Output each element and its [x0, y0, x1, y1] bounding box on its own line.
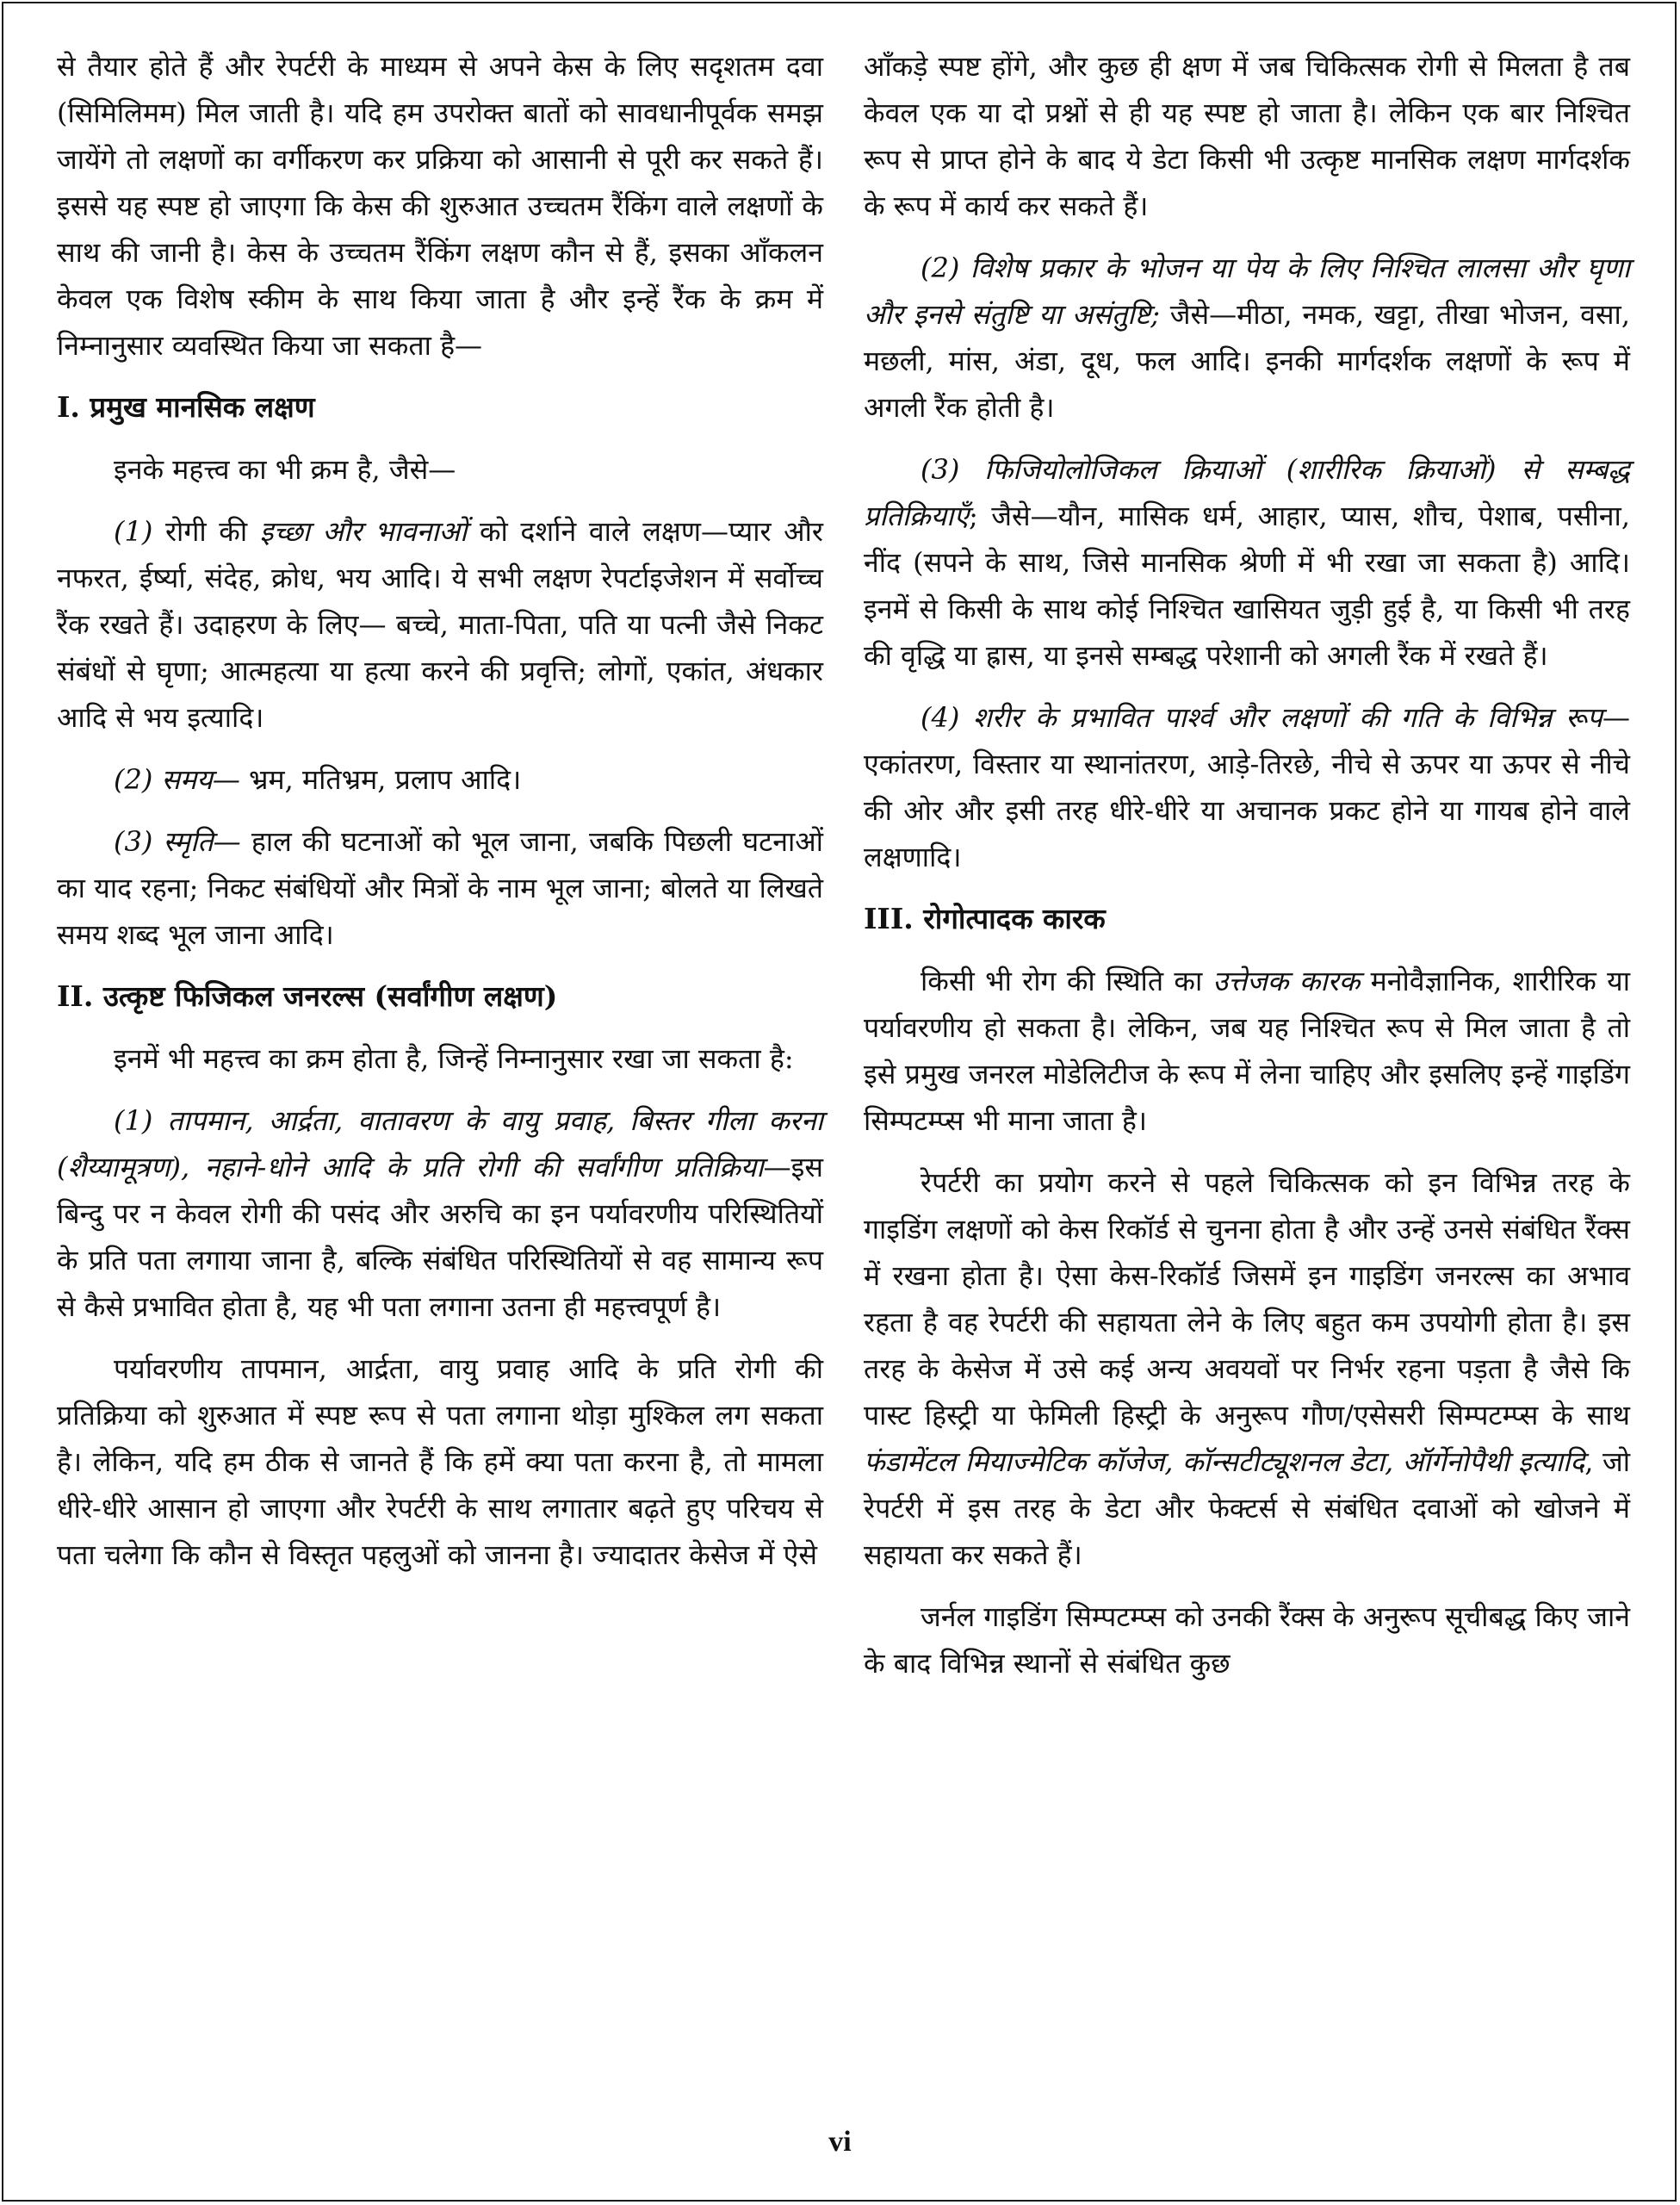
paragraph: इनमें भी महत्त्व का क्रम होता है, जिन्हें निम्नानुसार रखा जा सकता है:: [114, 1042, 794, 1075]
paragraph: [57, 756, 823, 803]
paragraph: [57, 508, 823, 741]
left-column: [57, 43, 823, 1593]
emphasis: उत्तेजक कारक: [1212, 965, 1361, 997]
text-run: जैसे—मीठा, नमक, खट्टा, तीखा भोजन, वसा, मछली, मांस, अंडा, दूध, फल आदि। इनकी मार्गदर्शक लक्षणों के रूप में अगली रैंक होती है।: [864, 298, 1631, 424]
emphasis: (2) विशेष प्रकार के भोजन या पेय के लिए निश्चित लालसा और घृणा और इनसे संतुष्टि या असंतुष्टि;: [864, 252, 1630, 331]
paragraph: आँकड़े स्पष्ट होंगे, और कुछ ही क्षण में जब चिकित्सक रोगी से मिलता है तब केवल एक या दो प्रश्नों से ही यह स्पष्ट हो जाता है। लेकिन एक बार निश्चित रूप से प्राप्त होने के बाद ये डेटा किसी भी उत्कृष्ट मानसिक लक्षण मार्गदर्शक के रूप में कार्य कर सकते हैं।: [864, 50, 1630, 222]
text-run: हाल की घटनाओं को भूल जाना, जबकि पिछली घटनाओं का याद रहना; निकट संबंधियों और मित्रों के नाम भूल जाना; बोलते या लिखते समय शब्द भूल जाना आदि।: [57, 825, 823, 951]
paragraph: [864, 694, 1630, 880]
text-run: रोगी की: [164, 515, 260, 548]
item-number: (1): [114, 515, 165, 548]
paragraph: [864, 245, 1630, 431]
paragraph: इनके महत्त्व का भी क्रम है, जैसे—: [114, 453, 456, 486]
paragraph: [57, 818, 823, 958]
emphasis: (3) स्मृति—: [114, 825, 251, 858]
paragraph: से तैयार होते हैं और रेपर्टरी के माध्यम से अपने केस के लिए सदृशतम दवा (सिमिलिमम) मिल जाती है। यदि हम उपरोक्त बातों को सावधानीपूर्वक समझ जायेंगे तो लक्षणों का वर्गीकरण कर प्रक्रिया को आसानी से पूरी कर सकते हैं। इससे यह स्पष्ट हो जाएगा कि केस की शुरुआत उच्चतम रैंकिंग वाले लक्षणों के साथ की जानी है। केस के उच्चतम रैंकिंग लक्षण कौन से हैं, इसका आँकलन केवल एक विशेष स्कीम के साथ किया जाता है और इन्हें रैंक के क्रम में निम्नानुसार व्यवस्थित किया जा सकता है—: [57, 50, 823, 362]
emphasis: (4) शरीर के प्रभावित पार्श्व और लक्षणों की गति के विभिन्न रूप: [921, 701, 1603, 734]
emphasis: (1) तापमान, आर्द्रता, वातावरण के वायु प्रवाह, बिस्तर गीला करना (शैय्यामूत्रण), नहाने-धोने आदि के प्रति रोगी की सर्वांगीण प्रतिक्रिया: [57, 1104, 823, 1183]
text-run: मनोवैज्ञानिक, शारीरिक या पर्यावरणीय हो सकता है। लेकिन, जब यह निश्चित रूप से मिल जाता है तो इसे प्रमुख जनरल मोडेलिटीज के रूप में लेना चाहिए और इसलिए इन्हें गाइडिंग सिम्पटम्प्स भी माना जाता है।: [864, 965, 1631, 1137]
text-run: भ्रम, मतिभ्रम, प्रलाप आदि।: [249, 763, 522, 796]
section-heading: I. प्रमुख मानसिक लक्षण: [57, 390, 315, 424]
text-run: —इस बिन्दु पर न केवल रोगी की पसंद और अरुचि का इन पर्यावरणीय परिस्थितियों के प्रति पता लगाया जाना है, बल्कि संबंधित परिस्थितियों से वह सामान्य रूप से कैसे प्रभावित होता है, यह भी पता लगाना उतना ही महत्त्वपूर्ण है।: [57, 1151, 823, 1323]
page-number: vi: [828, 2126, 852, 2158]
emphasis: इच्छा और भावनाओं: [259, 515, 468, 548]
paragraph: पर्यावरणीय तापमान, आर्द्रता, वायु प्रवाह आदि के प्रति रोगी की प्रतिक्रिया को शुरुआत में स्पष्ट रूप से पता लगाना थोड़ा मुश्किल लग सकता है। लेकिन, यदि हम ठीक से जानते हैं कि हमें क्या पता करना है, तो मामला धीरे-धीरे आसान हो जाएगा और रेपर्टरी के साथ लगातार बढ़ते हुए परिचय से पता चलेगा कि कौन से विस्तृत पहलुओं को जानना है। ज्यादातर केसेज में ऐसे: [57, 1352, 823, 1571]
paragraph: [57, 1097, 823, 1330]
paragraph: [864, 1159, 1630, 1578]
paragraph: जर्नल गाइडिंग सिम्पटम्प्स को उनकी रैंक्स के अनुरूप सूचीबद्ध किए जाने के बाद विभिन्न स्थानों से संबंधित कुछ: [864, 1600, 1630, 1680]
section-heading: III. रोगोत्पादक कारक: [864, 902, 1106, 935]
text-run: ; जैसे—यौन, मासिक धर्म, आहार, प्यास, शौच, पेशाब, पसीना, नींद (सपने के साथ, जिसे मानसिक श्रेणी में भी रखा जा सकता है) आदि। इनमें से किसी के साथ कोई निश्चित खासियत जुड़ी हुई है, या किसी भी तरह की वृद्धि या ह्रास, या इनसे सम्बद्ध परेशानी को अगली रैंक में रखते हैं।: [864, 500, 1630, 672]
text-run: —एकांतरण, विस्तार या स्थानांतरण, आड़े-तिरछे, नीचे से ऊपर या ऊपर से नीचे की ओर और इसी तरह धीरे-धीरे या अचानक प्रकट होने या गायब होने वाले लक्षणादि।: [864, 701, 1630, 873]
text-run: रेपर्टरी का प्रयोग करने से पहले चिकित्सक को इन विभिन्न तरह के गाइडिंग लक्षणों को केस रिकॉर्ड से चुनना होता है और उन्हें उनसे संबंधित रैंक्स में रखना होता है। ऐसा केस-रिकॉर्ड जिसमें इन गाइडिंग जनरल्स का अभाव रहता है वह रेपर्टरी की सहायता लेने के लिए बहुत कम उपयोगी होता है। इस तरह के केसेज में उसे कई अन्य अवयवों पर निर्भर रहना पड़ता है जैसे कि पास्ट हिस्ट्री या फेमिली हिस्ट्री के अनुरूप गौण/एसेसरी सिम्पटम्प्स के साथ: [864, 1166, 1630, 1432]
paragraph: [864, 446, 1630, 679]
text-run: किसी भी रोग की स्थिति का: [921, 965, 1213, 997]
emphasis: (3) फिजियोलोजिकल क्रियाओं (शारीरिक क्रियाओं) से सम्बद्ध प्रतिक्रियाएँ: [864, 453, 1630, 532]
text-run: को दर्शाने वाले लक्षण—प्यार और नफरत, ईर्ष्या, संदेह, क्रोध, भय आदि। ये सभी लक्षण रेपर्टाइजेशन में सर्वोच्च रैंक रखते हैं। उदाहरण के लिए— बच्चे, माता-पिता, पति या पत्नी जैसे निकट संबंधों से घृणा; आत्महत्या या हत्या करने की प्रवृत्ति; लोगों, एकांत, अंधकार आदि से भय इत्यादि।: [57, 515, 824, 734]
right-column: [864, 43, 1630, 1702]
emphasis: (2) समय—: [114, 763, 249, 796]
paragraph: [864, 958, 1630, 1144]
emphasis: फंडामेंटल मियाज्मेटिक कॉजेज, कॉन्सटीट्यूशनल डेटा, ऑर्गेनोपैथी इत्यादि: [864, 1445, 1585, 1478]
section-heading: II. उत्कृष्ट फिजिकल जनरल्स (सर्वांगीण लक्षण): [57, 979, 558, 1013]
text-run: , जो रेपर्टरी में इस तरह के डेटा और फेक्टर्स से संबंधित दवाओं को खोजने में सहायता कर सकते हैं।: [864, 1445, 1630, 1571]
